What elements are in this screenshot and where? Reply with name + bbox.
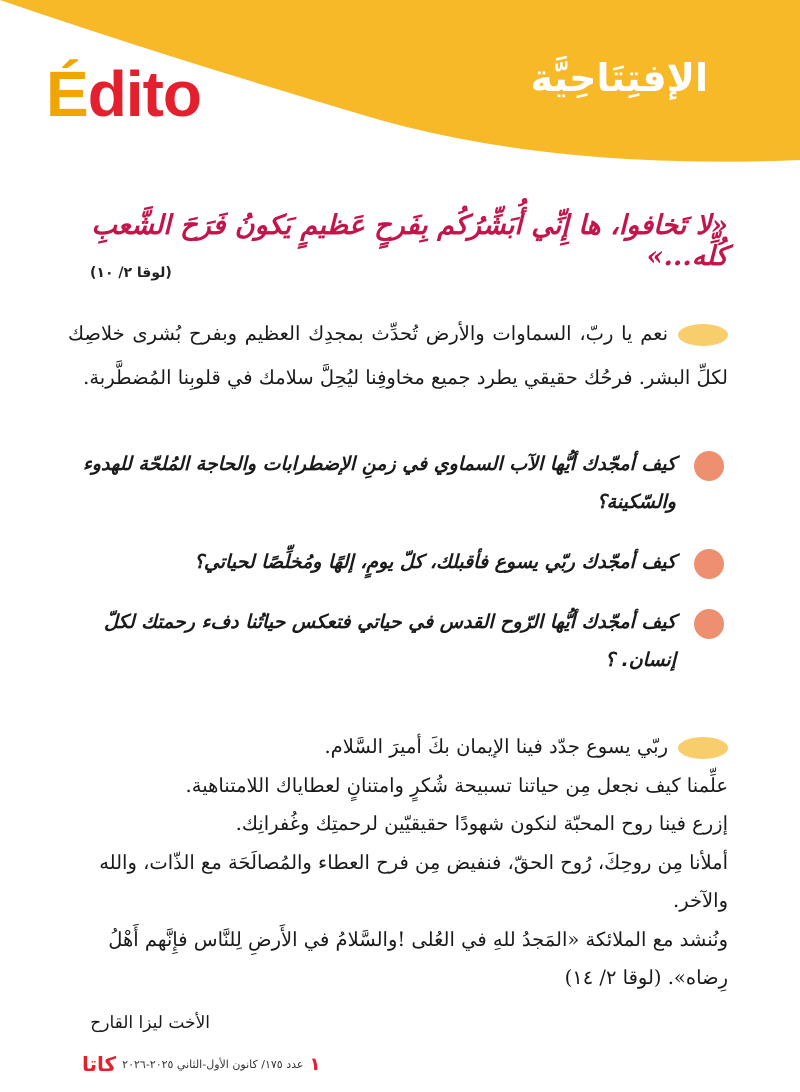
magazine-brand: كاتا [82, 1052, 117, 1076]
logo-rest-letters: dito [87, 58, 201, 130]
closing-line-6: ونُنشد مع الملائكة «المَجدُ للهِ في العُلى !والسَّلامُ في الأَرضِ لِلنَّاس فإِنَّهم أَهْلُ [108, 927, 728, 951]
closing-prayer [68, 728, 728, 998]
logo-e-letter: É [46, 58, 88, 130]
closing-line-3: إزرع فينا روح المحبّة لنكون شهودًا حقيقيّين لرحمتِك وغُفرانِك. [235, 812, 728, 835]
intro-line-3: المُضطَّربة. [83, 366, 172, 389]
closing-line-1 [68, 728, 728, 767]
issue-info: عدد ١٧٥/ كانون الأول-الثاني ٢٠٢٥-٢٠٢٦ [122, 1057, 304, 1071]
page-number: ١ [309, 1053, 321, 1075]
bullet-text: كيف أمجّدك ربّي يسوع فأقبلك، كلّ يومٍ، إلهًا ومُخلِّصًا لحياتي؟ [193, 551, 676, 573]
closing-line-4: أملأنا مِن روحِكَ، رُوح الحقّ، فنفيض مِن فرح العطاء والمُصالَحَة مع الذّات، والله [99, 850, 728, 874]
yellow-lead-mark-icon [678, 324, 728, 346]
list-item [63, 445, 728, 521]
intro-line-1: نعم يا ربّ، السماوات والأرض تُحدِّث بمجدِك العظيم وبفرح بُشرى [132, 322, 669, 345]
bullet-text: كيف أمجّدك أيُّها الرّوح القدس في حياتي فتعكس حياتُنا دفء رحمتك لكلّ إنسان. ؟ [103, 611, 676, 671]
bullet-text: كيف أمجّدك أيُّها الآب السماوي في زمنِ الإضطرابات والحاجة المُلحّة للهدوء والسّكينة؟ [82, 453, 676, 513]
closing-line-5: والآخر. [673, 889, 728, 912]
salmon-bullet-icon [694, 451, 724, 481]
prayer-questions-list [63, 445, 728, 701]
list-item [63, 603, 728, 679]
intro-paragraph [68, 312, 728, 400]
intro-line-2: خلاصِك لكلِّ البشر. فرحُك حقيقي يطرد جميع مخاوفِنا ليُحِلَّ سلامك في قلوبِنا [68, 322, 728, 389]
page-footer [82, 1052, 332, 1076]
salmon-bullet-icon [694, 609, 724, 639]
scripture-quote: «لا تَخافوا، ها إِنِّي أُبَشِّرُكُم بِفَرحٍ عَظيمٍ يَكونُ فَرَحَ الشَّعبِ كُلِّه...» [91, 210, 728, 272]
edito-logo [46, 58, 201, 130]
yellow-lead-mark-icon [678, 737, 728, 759]
closing-line-2: علِّمنا كيف نجعل مِن حياتنا تسبيحة شُكرٍ وامتنانٍ لعطاياك اللامتناهية. [185, 773, 728, 797]
closing-line-1-text: ربّي يسوع جدّد فينا الإيمان بكَ أميرَ السَّلام. [324, 735, 668, 758]
list-item [63, 543, 728, 581]
salmon-bullet-icon [694, 549, 724, 579]
quote-reference: (لوقا ٢/ ١٠) [90, 265, 172, 281]
section-title: الإفتِتَاحِيَّة [530, 56, 708, 100]
author-signature: الأخت ليزا القارح [90, 1013, 210, 1033]
closing-line-7: رِضاه». (لوقا ٢/ ١٤) [564, 966, 728, 989]
